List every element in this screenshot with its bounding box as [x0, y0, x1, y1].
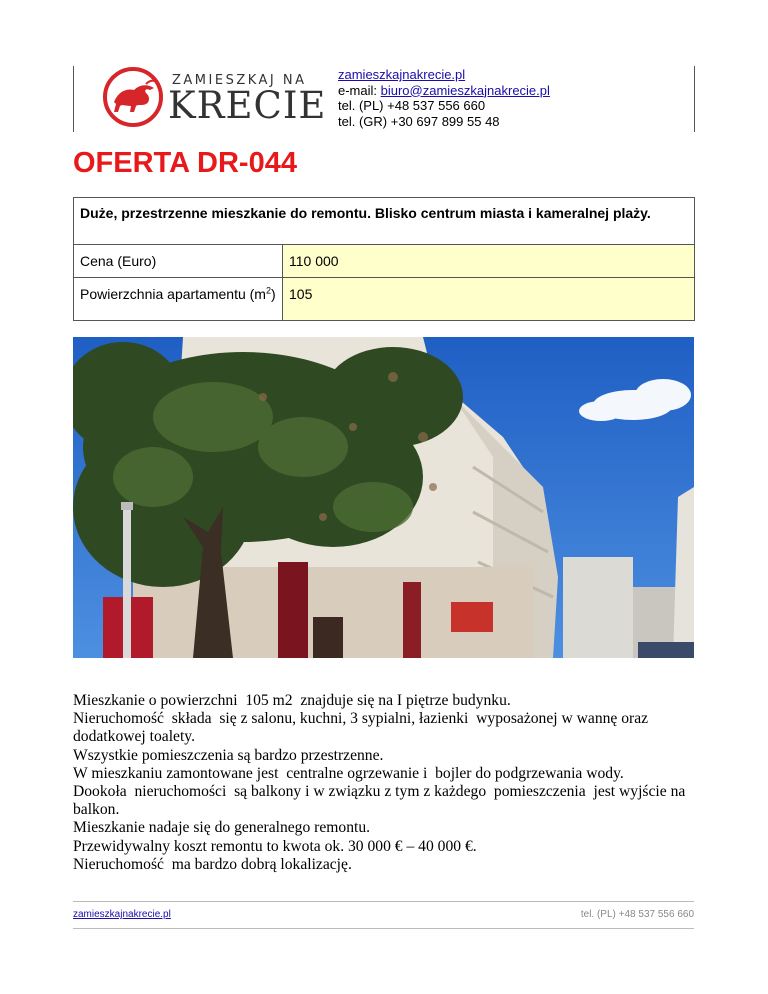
body-paragraph: Przewidywalny koszt remontu to kwota ok. 30 000 € – 40 000 €. — [73, 837, 477, 855]
footer-website-link[interactable]: zamieszkajnakrecie.pl — [73, 909, 171, 920]
body-paragraph: Wszystkie pomieszczenia są bardzo przestrzenne. — [73, 746, 384, 764]
offer-title: OFERTA DR-044 — [73, 147, 297, 179]
body-paragraph: Mieszkanie o powierzchni 105 m2 znajduje się na I piętrze budynku. — [73, 692, 511, 709]
header-divider-right — [694, 66, 695, 132]
company-logo — [102, 66, 327, 128]
body-paragraph: Mieszkanie nadaje się do generalnego remontu. — [73, 819, 371, 837]
property-photo — [73, 337, 694, 658]
footer-divider-bottom — [73, 928, 694, 929]
price-value: 110 000 — [283, 245, 695, 278]
phone-gr: tel. (GR) +30 697 899 55 48 — [338, 113, 500, 129]
email-link[interactable]: biuro@zamieszkajnakrecie.pl — [380, 82, 550, 98]
email-prefix: e-mail: — [338, 82, 381, 98]
area-value: 105 — [283, 278, 695, 321]
price-label: Cena (Euro) — [74, 245, 283, 278]
body-paragraph: Nieruchomość ma bardzo dobrą lokalizację. — [73, 855, 352, 873]
body-paragraph: W mieszkaniu zamontowane jest centralne ogrzewanie i bojler do podgrzewania wody. — [73, 764, 624, 782]
table-row — [74, 278, 695, 321]
offer-spec-table — [73, 197, 695, 321]
area-label-sup: 2 — [265, 285, 271, 296]
phone-pl: tel. (PL) +48 537 556 660 — [338, 98, 486, 113]
area-label-text: Powierzchnia apartamentu (m — [80, 286, 266, 302]
email-line — [338, 83, 550, 99]
bull-icon — [102, 66, 168, 128]
logo-brand-top: ZAMIESZKAJ NA — [172, 73, 307, 88]
body-paragraph: Dookoła nieruchomości są balkony i w związku z tym z każdego pomieszczenia jest wyjście na balkon. — [73, 783, 690, 819]
logo-brand-main: KRECIE — [168, 84, 327, 127]
area-label-close: ) — [271, 286, 276, 302]
table-row — [74, 245, 695, 278]
body-paragraph: Nieruchomość składa się z salonu, kuchni, 3 sypialni, łazienki wyposażonej w wannę oraz dodatkowej toalety. — [73, 710, 652, 746]
area-label — [74, 278, 283, 321]
footer-divider-top — [73, 901, 694, 902]
offer-description: Duże, przestrzenne mieszkanie do remontu. Blisko centrum miasta i kameralnej plaży. — [74, 198, 695, 245]
header-divider-left — [73, 66, 74, 132]
contact-block — [338, 67, 550, 129]
offer-body-text — [73, 692, 703, 874]
table-row — [74, 198, 695, 245]
footer-phone: tel. (PL) +48 537 556 660 — [580, 909, 694, 920]
website-link[interactable]: zamieszkajnakrecie.pl — [338, 67, 466, 82]
